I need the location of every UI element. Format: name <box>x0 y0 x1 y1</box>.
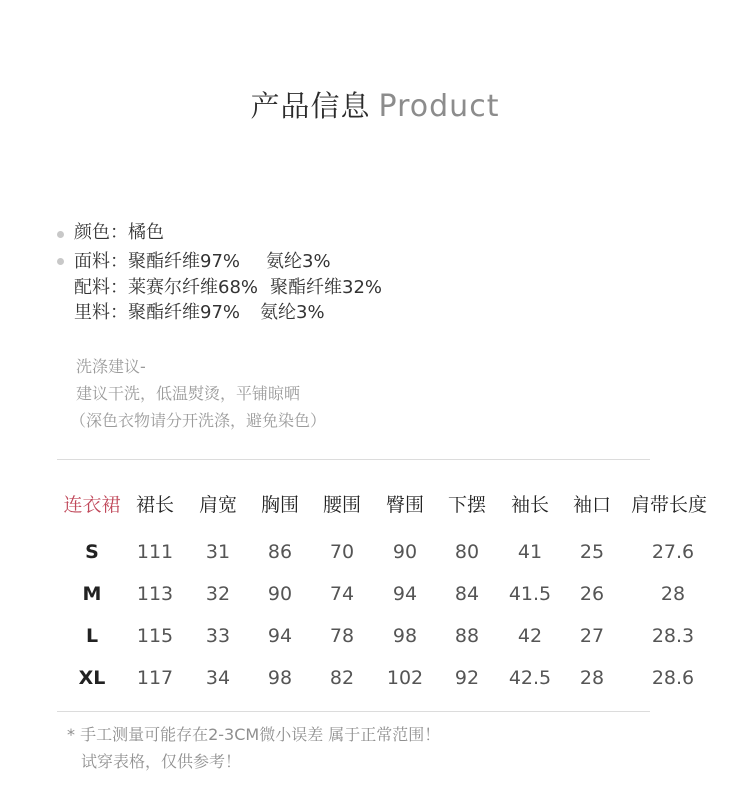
table-cell: 42 <box>517 625 543 647</box>
table-cell-size: M <box>82 583 102 605</box>
accessory-label: 配料： <box>74 277 128 298</box>
table-row <box>0 663 750 693</box>
table-cell-size: XL <box>78 667 106 689</box>
color-value: 橘色 <box>128 222 164 243</box>
table-cell: 28 <box>579 667 605 689</box>
table-cell: 28.6 <box>651 667 695 689</box>
table-cell: 88 <box>454 625 480 647</box>
table-cell: 111 <box>136 541 174 563</box>
fabric-value-1: 聚酯纤维97% <box>128 251 241 272</box>
table-cell: 27 <box>579 625 605 647</box>
table-cell: 28.3 <box>651 625 695 647</box>
accessory-value-1: 莱赛尔纤维68% <box>128 277 259 298</box>
table-cell: 27.6 <box>651 541 695 563</box>
table-cell: 94 <box>267 625 293 647</box>
table-header-cell: 连衣裙 <box>63 494 121 516</box>
table-cell: 26 <box>579 583 605 605</box>
divider <box>57 459 650 460</box>
table-header-cell: 袖长 <box>510 494 550 516</box>
table-cell: 31 <box>205 541 231 563</box>
table-cell: 78 <box>329 625 355 647</box>
info-lining-line <box>74 301 325 325</box>
lining-value-1: 聚酯纤维97% <box>128 302 241 323</box>
table-header-row <box>0 490 750 520</box>
lining-value-2: 氨纶3% <box>260 302 325 323</box>
table-header-cell: 肩宽 <box>198 494 238 516</box>
table-row <box>0 537 750 567</box>
table-cell: 28 <box>660 583 686 605</box>
title-chinese: 产品信息 <box>250 89 371 123</box>
table-cell: 34 <box>205 667 231 689</box>
color-label: 颜色： <box>74 222 128 243</box>
wash-line-2: （深色衣物请分开洗涤，避免染色） <box>70 411 327 430</box>
measurement-note: * 手工测量可能存在2-3CM微小误差 属于正常范围！ <box>67 725 441 744</box>
title-english: Product <box>378 89 500 124</box>
fitting-note: 试穿表格，仅供参考！ <box>81 752 242 771</box>
info-accessory-line <box>74 276 382 300</box>
table-header-cell: 臀围 <box>385 494 425 516</box>
table-header-cell: 腰围 <box>322 494 362 516</box>
table-cell: 41.5 <box>508 583 552 605</box>
table-cell: 86 <box>267 541 293 563</box>
info-fabric-line <box>74 250 331 274</box>
table-cell: 84 <box>454 583 480 605</box>
table-cell-size: S <box>85 541 99 563</box>
bullet-dot <box>57 231 64 238</box>
table-header-cell: 胸围 <box>260 494 300 516</box>
table-cell: 80 <box>454 541 480 563</box>
table-cell: 90 <box>267 583 293 605</box>
table-cell: 92 <box>454 667 480 689</box>
bullet-dot <box>57 258 64 265</box>
wash-heading: 洗涤建议- <box>76 357 146 376</box>
table-cell: 94 <box>392 583 418 605</box>
fabric-label: 面料： <box>74 251 128 272</box>
table-cell: 25 <box>579 541 605 563</box>
table-cell: 33 <box>205 625 231 647</box>
table-cell: 74 <box>329 583 355 605</box>
table-cell: 113 <box>136 583 174 605</box>
table-cell: 98 <box>392 625 418 647</box>
divider <box>57 711 650 712</box>
accessory-value-2: 聚酯纤维32% <box>270 277 383 298</box>
page-title <box>0 84 750 125</box>
table-cell: 32 <box>205 583 231 605</box>
table-cell: 115 <box>136 625 174 647</box>
wash-line-1: 建议干洗，低温熨烫，平铺晾晒 <box>76 384 301 403</box>
table-header-cell: 袖口 <box>572 494 612 516</box>
table-cell: 102 <box>386 667 424 689</box>
table-cell: 98 <box>267 667 293 689</box>
table-cell: 70 <box>329 541 355 563</box>
table-row <box>0 579 750 609</box>
table-cell: 82 <box>329 667 355 689</box>
table-cell-size: L <box>85 625 99 647</box>
info-color-line <box>74 221 164 245</box>
table-cell: 42.5 <box>508 667 552 689</box>
table-cell: 90 <box>392 541 418 563</box>
table-cell: 41 <box>517 541 543 563</box>
table-row <box>0 621 750 651</box>
table-header-cell: 下摆 <box>447 494 487 516</box>
fabric-value-2: 氨纶3% <box>266 251 331 272</box>
table-header-cell: 裙长 <box>135 494 175 516</box>
table-cell: 117 <box>136 667 174 689</box>
table-header-cell: 肩带长度 <box>630 494 708 516</box>
lining-label: 里料： <box>74 302 128 323</box>
